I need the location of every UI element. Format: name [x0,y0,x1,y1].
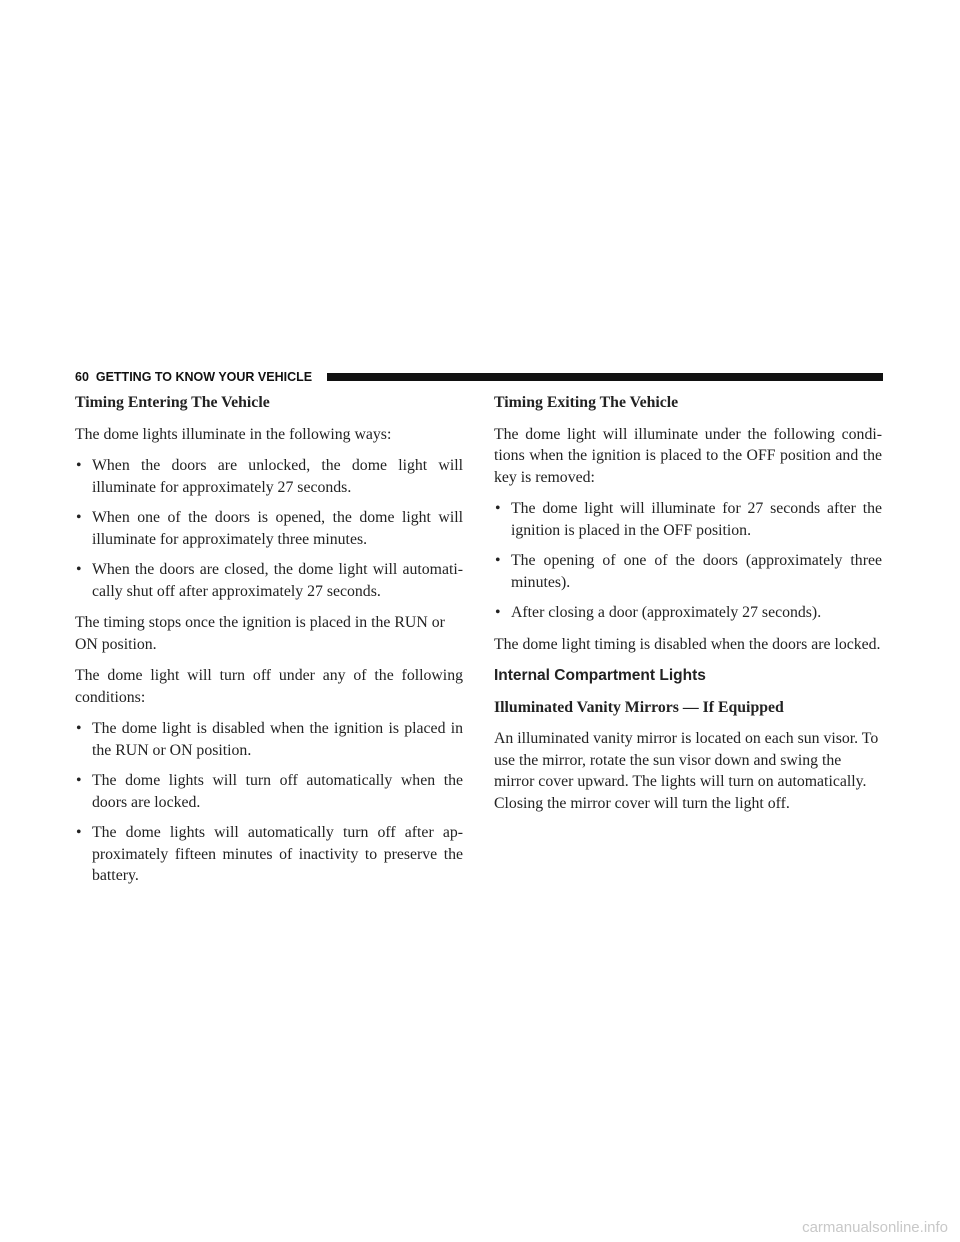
heading-timing-exiting: Timing Exiting The Vehicle [494,394,679,411]
page-number: 60 [75,370,89,384]
intro-entering: The dome lights illuminate in the following ways: [75,425,392,443]
header-rule [327,373,883,381]
section-title: GETTING TO KNOW YOUR VEHICLE [95,370,313,384]
list-item: • The opening of one of the doors (approximately three minutes). [495,552,882,591]
right-column [494,392,882,824]
bullet-icon: • [76,720,82,737]
bullet-icon: • [76,824,82,841]
list-item: • The dome lights will turn off automatically when the doors are locked. [76,772,463,811]
disabled-note: The dome light timing is disabled when the doors are locked. [494,635,881,653]
list-item: • When the doors are unlocked, the dome light will illuminate for approximately 27 seconds. [76,457,463,496]
left-column [75,392,463,897]
vanity-paragraph: An illuminated vanity mirror is located on each sun visor. To use the mirror, rotate the sun visor down and swing the mirror cover upward. The lights will turn on automatically. Closing the mirror cover will turn the light off. [494,730,879,812]
intro-exiting: The dome light will illuminate under the following condi-tions when the ignition is placed to the OFF position and the key is removed: [494,425,882,486]
bullet-icon: • [76,509,82,526]
bullet-icon: • [76,561,82,578]
list-item: • When the doors are closed, the dome light will automati-cally shut off after approximately 27 seconds. [76,561,463,600]
bullet-icon: • [495,604,501,621]
list-item: • The dome light is disabled when the ignition is placed in the RUN or ON position. [76,720,463,759]
exiting-list [494,498,882,624]
timing-stops-paragraph: The timing stops once the ignition is placed in the RUN or ON position. [75,614,445,653]
bullet-icon: • [495,552,501,569]
bullet-icon: • [76,457,82,474]
list-item: • When one of the doors is opened, the dome light will illuminate for approximately three minutes. [76,509,463,548]
list-item: • After closing a door (approximately 27 seconds). [494,602,882,624]
watermark: carmanualsonline.info [802,1219,948,1236]
bullet-icon: • [495,500,501,517]
turn-off-intro: The dome light will turn off under any of the following conditions: [75,667,463,706]
bullet-icon: • [76,772,82,789]
list-item: • The dome lights will automatically turn off after ap-proximately fifteen minutes of inactivity to preserve the battery. [76,824,463,884]
header-text [75,369,312,385]
heading-timing-entering: Timing Entering The Vehicle [75,394,270,411]
entering-list [75,455,463,602]
turn-off-list [75,718,463,887]
list-item: • The dome light will illuminate for 27 seconds after the ignition is placed in the OFF position. [495,500,882,539]
section-heading: Internal Compartment Lights [494,667,706,684]
subheading-vanity: Illuminated Vanity Mirrors — If Equipped [494,698,784,716]
page-header [75,369,883,385]
